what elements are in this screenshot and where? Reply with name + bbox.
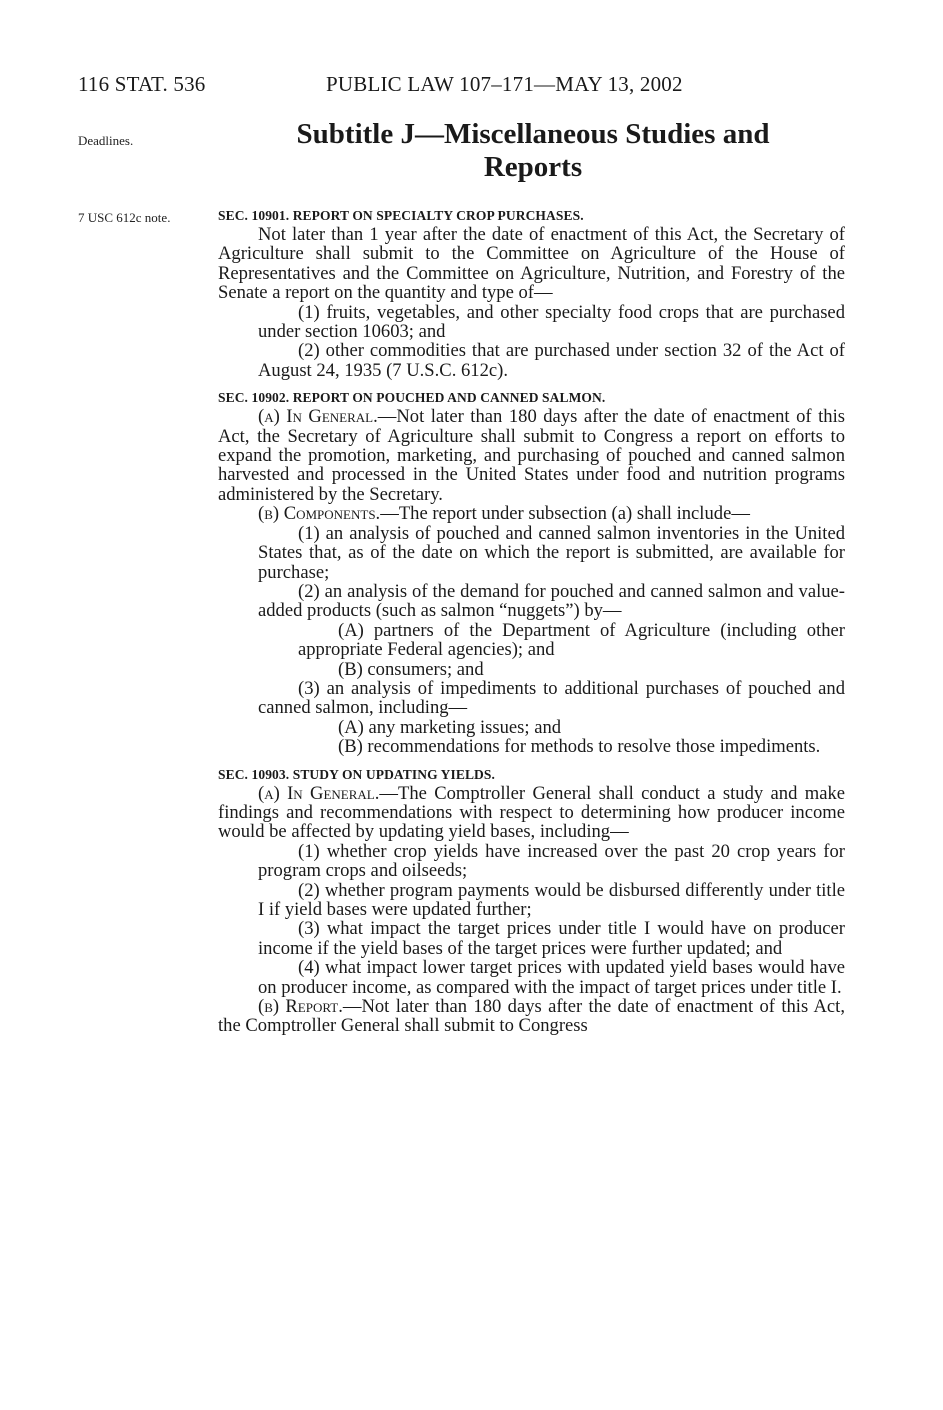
page-header-stat: 116 STAT. 536 <box>78 72 206 96</box>
sec10903-item-3: (3) what impact the target prices under title I would have on producer income if the yield bases of the target prices were further updated; and <box>258 918 845 959</box>
sec10903-item-1: (1) whether crop yields have increased over the past 20 crop years for program crops and oilseeds; <box>258 840 845 882</box>
sec10903-b-label: (b) Report. <box>258 996 343 1018</box>
subtitle-heading <box>218 118 848 184</box>
sec10902-b-text: —The report under subsection (a) shall include— <box>380 503 750 525</box>
sec10901-item-1: (1) fruits, vegetables, and other specialty food crops that are purchased under section 10603; and <box>258 301 845 343</box>
page-header-law: PUBLIC LAW 107–171—MAY 13, 2002 <box>326 72 683 96</box>
document-body <box>218 206 845 1036</box>
sec10902-item-3b: (B) recommendations for methods to resolve those impediments. <box>338 736 821 758</box>
sec10903-b-text: —Not later than 180 days after the date of enactment of this Act, the Comptroller General shall submit to Congress <box>218 996 845 1037</box>
sec10902-a-text: —Not later than 180 days after the date of enactment of this Act, the Secretary of Agriculture shall submit to Congress a report on efforts to expand the promotion, marketing, and purchasing of pouched and canned salmon harvested and processed in the United States under food and nutrition programs administered by the Secretary. <box>218 406 845 505</box>
sec10903-item-4: (4) what impact lower target prices with updated yield bases would have on producer income, as compared with the impact of target prices under title I. <box>258 957 845 998</box>
sec10903-subsection-a <box>218 784 845 842</box>
sec10901-intro: Not later than 1 year after the date of enactment of this Act, the Secretary of Agriculture shall submit to the Committee on Agriculture of the House of Representatives and the Committee on Agriculture, Nutrition, and Forestry of the Senate a report on the quantity and type of— <box>218 224 845 304</box>
sec10902-item-2b: (B) consumers; and <box>338 658 484 680</box>
sec10903-item-2: (2) whether program payments would be disbursed differently under title I if yield bases were updated further; <box>258 879 845 920</box>
sec10902-subsection-b <box>218 504 845 523</box>
sec10902-item-2: (2) an analysis of the demand for pouched and canned salmon and value-added products (such as salmon “nuggets”) by— <box>258 580 845 622</box>
subtitle-line-2: Reports <box>483 151 583 183</box>
section-heading-10902: SEC. 10902. REPORT ON POUCHED AND CANNED SALMON. <box>218 390 606 406</box>
sec10901-item-2: (2) other commodities that are purchased under section 32 of the Act of August 24, 1935 (7 U.S.C. 612c). <box>258 340 845 381</box>
sec10903-a-label: (a) In General. <box>258 782 380 804</box>
sec10902-subsection-a <box>218 407 845 504</box>
subtitle-line-1: Subtitle J—Miscellaneous Studies and <box>296 118 770 150</box>
sec10902-item-1: (1) an analysis of pouched and canned salmon inventories in the United States that, as of the date on which the report is submitted, are available for purchase; <box>258 522 845 583</box>
section-heading-10901: SEC. 10901. REPORT ON SPECIALTY CROP PURCHASES. <box>218 208 584 223</box>
sec10902-a-label: (a) In General. <box>258 406 378 428</box>
sec10903-subsection-b <box>218 997 845 1036</box>
section-heading-10903: SEC. 10903. STUDY ON UPDATING YIELDS. <box>218 766 495 782</box>
sec10903-a-text: —The Comptroller General shall conduct a study and make findings and recommendations with respect to determining how producer income would be affected by updating yield bases, including— <box>218 782 845 843</box>
sec10902-b-label: (b) Components. <box>258 503 381 525</box>
margin-note-deadlines: Deadlines. <box>78 133 134 148</box>
sec10902-item-3: (3) an analysis of impediments to additional purchases of pouched and canned salmon, including— <box>258 677 845 719</box>
margin-note-usc: 7 USC 612c note. <box>78 210 171 225</box>
sec10902-item-2a: (A) partners of the Department of Agriculture (including other appropriate Federal agencies); and <box>298 619 845 661</box>
sec10902-item-3a: (A) any marketing issues; and <box>338 716 562 738</box>
